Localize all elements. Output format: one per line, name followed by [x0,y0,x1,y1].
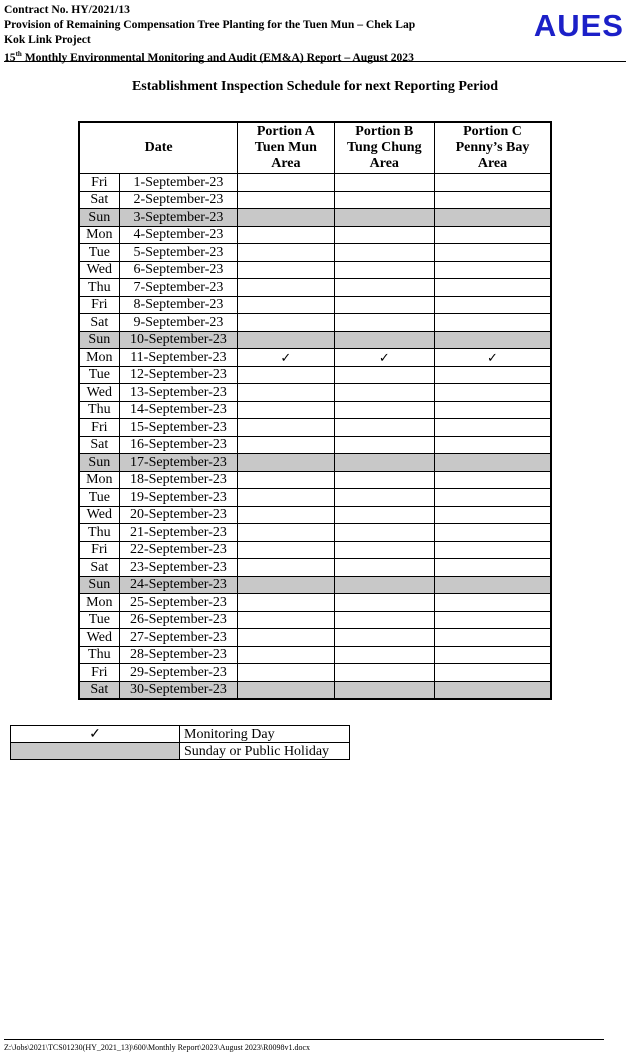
day-cell: Sun [79,331,119,349]
portion-b-cell [334,401,434,419]
table-row [79,366,551,384]
report-number: 15 [4,50,16,64]
report-number-suffix: th [15,50,22,58]
date-header: Date [79,122,238,174]
portion-c-cell: ✓ [434,349,551,367]
portion-b-cell [334,209,434,227]
portion-c-cell [434,419,551,437]
portion-b-cell [334,471,434,489]
date-cell: 20-September-23 [119,506,238,524]
portion-c-cell [434,664,551,682]
portion-c-cell [434,489,551,507]
table-row [79,401,551,419]
day-cell: Thu [79,524,119,542]
portion-b-cell [334,524,434,542]
day-cell: Tue [79,611,119,629]
date-cell: 12-September-23 [119,366,238,384]
portion-b-cell [334,419,434,437]
table-row [79,191,551,209]
date-cell: 23-September-23 [119,559,238,577]
table-row [79,611,551,629]
date-cell: 8-September-23 [119,296,238,314]
portion-a-cell [238,559,334,577]
table-row [79,646,551,664]
table-header-row [79,122,551,174]
date-cell: 2-September-23 [119,191,238,209]
table-row [79,664,551,682]
portion-c-cell [434,454,551,472]
table-row [79,594,551,612]
portion-c-cell [434,296,551,314]
portion-a-cell [238,226,334,244]
date-cell: 30-September-23 [119,681,238,699]
portion-a-cell [238,279,334,297]
portion-c-cell [434,174,551,192]
date-cell: 9-September-23 [119,314,238,332]
portion-c-cell [434,244,551,262]
portion-b-cell [334,261,434,279]
portion-a-cell [238,629,334,647]
table-row [79,226,551,244]
day-cell: Sun [79,454,119,472]
day-cell: Wed [79,629,119,647]
portion-a-cell [238,296,334,314]
report-title [4,47,624,65]
legend-shade-swatch [11,743,180,760]
day-cell: Wed [79,506,119,524]
aues-logo: AUES [533,8,624,43]
table-row [79,314,551,332]
portion-c-cell [434,681,551,699]
schedule-body [79,174,551,700]
portion-a-cell [238,384,334,402]
portion-c-line-1: Portion C [463,124,522,139]
portion-a-line-3: Area [271,156,301,171]
day-cell: Fri [79,296,119,314]
table-row [79,681,551,699]
portion-c-cell [434,209,551,227]
portion-c-cell [434,314,551,332]
table-row [79,261,551,279]
table-row [79,576,551,594]
portion-b-cell [334,576,434,594]
table-row [79,209,551,227]
portion-b-cell [334,541,434,559]
portion-a-cell [238,594,334,612]
date-cell: 13-September-23 [119,384,238,402]
portion-b-cell [334,489,434,507]
portion-b-cell [334,681,434,699]
portion-c-cell [434,366,551,384]
date-cell: 11-September-23 [119,349,238,367]
portion-a-cell [238,471,334,489]
portion-b-cell [334,366,434,384]
day-cell: Wed [79,261,119,279]
portion-b-cell [334,174,434,192]
document-header [4,2,624,65]
project-title-line-2: Kok Link Project [4,33,91,46]
portion-b-line-1: Portion B [355,124,414,139]
portion-a-cell [238,244,334,262]
portion-c-cell [434,436,551,454]
portion-c-cell [434,594,551,612]
portion-c-cell [434,646,551,664]
day-cell: Fri [79,174,119,192]
portion-a-cell [238,436,334,454]
date-cell: 3-September-23 [119,209,238,227]
portion-c-cell [434,629,551,647]
portion-b-cell [334,559,434,577]
table-row [79,629,551,647]
day-cell: Sun [79,576,119,594]
portion-a-cell [238,174,334,192]
day-cell: Sat [79,191,119,209]
portion-c-cell [434,611,551,629]
portion-b-cell [334,191,434,209]
portion-b-line-3: Area [369,156,399,171]
table-row [79,349,551,367]
table-row [79,524,551,542]
table-row [79,279,551,297]
portion-a-cell [238,646,334,664]
portion-b-cell [334,629,434,647]
portion-a-cell [238,524,334,542]
day-cell: Sun [79,209,119,227]
report-title-text: Monthly Environmental Monitoring and Audit (EM&A) Report – August 2023 [21,50,414,64]
date-cell: 5-September-23 [119,244,238,262]
day-cell: Sat [79,559,119,577]
day-cell: Fri [79,664,119,682]
legend-row-holiday [11,743,350,760]
portion-a-cell [238,576,334,594]
table-row [79,471,551,489]
portion-c-header [434,122,551,174]
portion-b-cell [334,226,434,244]
day-cell: Fri [79,419,119,437]
date-cell: 27-September-23 [119,629,238,647]
portion-a-cell [238,664,334,682]
day-cell: Mon [79,471,119,489]
legend-table [10,725,350,760]
portion-a-cell [238,331,334,349]
day-cell: Wed [79,384,119,402]
table-row [79,244,551,262]
portion-c-cell [434,226,551,244]
portion-a-cell [238,366,334,384]
table-row [79,296,551,314]
day-cell: Tue [79,366,119,384]
day-cell: Sat [79,436,119,454]
day-cell: Tue [79,244,119,262]
date-cell: 22-September-23 [119,541,238,559]
portion-b-cell [334,646,434,664]
portion-a-header [238,122,334,174]
table-row [79,454,551,472]
portion-c-cell [434,279,551,297]
portion-b-cell [334,244,434,262]
table-row [79,541,551,559]
portion-b-cell: ✓ [334,349,434,367]
portion-b-cell [334,664,434,682]
date-cell: 7-September-23 [119,279,238,297]
date-cell: 17-September-23 [119,454,238,472]
portion-b-cell [334,384,434,402]
date-cell: 25-September-23 [119,594,238,612]
table-row [79,331,551,349]
portion-b-header [334,122,434,174]
portion-c-cell [434,506,551,524]
portion-a-cell [238,681,334,699]
portion-b-line-2: Tung Chung [346,140,422,155]
portion-c-line-2: Penny’s Bay [455,140,530,155]
footer-divider [4,1039,604,1040]
portion-a-cell [238,454,334,472]
portion-a-cell [238,541,334,559]
date-cell: 19-September-23 [119,489,238,507]
date-cell: 28-September-23 [119,646,238,664]
date-cell: 14-September-23 [119,401,238,419]
day-cell: Thu [79,401,119,419]
date-cell: 15-September-23 [119,419,238,437]
portion-b-cell [334,436,434,454]
day-cell: Thu [79,646,119,664]
project-title-line-1: Provision of Remaining Compensation Tree Planting for the Tuen Mun – Chek Lap [4,18,416,31]
table-row [79,419,551,437]
table-row [79,436,551,454]
portion-a-cell [238,314,334,332]
portion-c-cell [434,576,551,594]
table-row [79,559,551,577]
day-cell: Fri [79,541,119,559]
portion-a-cell [238,261,334,279]
portion-b-cell [334,314,434,332]
portion-b-cell [334,506,434,524]
day-cell: Mon [79,349,119,367]
portion-c-line-3: Area [477,156,508,171]
day-cell: Thu [79,279,119,297]
day-cell: Tue [79,489,119,507]
portion-c-cell [434,261,551,279]
date-cell: 18-September-23 [119,471,238,489]
header-divider [4,61,626,62]
portion-c-cell [434,541,551,559]
table-row [79,506,551,524]
date-cell: 29-September-23 [119,664,238,682]
inspection-schedule-table [78,121,552,700]
portion-a-cell [238,209,334,227]
portion-a-cell [238,506,334,524]
portion-b-cell [334,279,434,297]
date-cell: 21-September-23 [119,524,238,542]
portion-b-cell [334,611,434,629]
portion-a-cell: ✓ [238,349,334,367]
legend-row-monitoring [11,726,350,743]
date-cell: 1-September-23 [119,174,238,192]
portion-c-cell [434,471,551,489]
contract-number: Contract No. HY/2021/13 [4,3,130,16]
legend-holiday-label: Sunday or Public Holiday [180,743,350,760]
date-cell: 4-September-23 [119,226,238,244]
portion-c-cell [434,559,551,577]
table-row [79,384,551,402]
portion-c-cell [434,191,551,209]
legend-tick-symbol: ✓ [11,726,180,743]
portion-c-cell [434,331,551,349]
portion-a-cell [238,489,334,507]
portion-a-line-2: Tuen Mun [254,140,317,155]
date-cell: 16-September-23 [119,436,238,454]
portion-c-cell [434,524,551,542]
date-cell: 6-September-23 [119,261,238,279]
portion-a-cell [238,419,334,437]
day-cell: Sat [79,681,119,699]
portion-b-cell [334,454,434,472]
portion-a-cell [238,191,334,209]
date-cell: 10-September-23 [119,331,238,349]
portion-b-cell [334,594,434,612]
portion-a-cell [238,401,334,419]
portion-c-cell [434,401,551,419]
legend-monitoring-label: Monitoring Day [180,726,350,743]
table-row [79,489,551,507]
portion-b-cell [334,331,434,349]
portion-a-line-1: Portion A [256,124,315,139]
portion-a-cell [238,611,334,629]
date-cell: 24-September-23 [119,576,238,594]
file-path-footer: Z:\Jobs\2021\TCS01230(HY_2021_13)\600\Monthly Report\2023\August 2023\R0098v1.docx [4,1043,311,1052]
day-cell: Sat [79,314,119,332]
table-row [79,174,551,192]
portion-c-cell [434,384,551,402]
portion-b-cell [334,296,434,314]
day-cell: Mon [79,594,119,612]
schedule-title: Establishment Inspection Schedule for next Reporting Period [131,79,499,94]
day-cell: Mon [79,226,119,244]
date-cell: 26-September-23 [119,611,238,629]
